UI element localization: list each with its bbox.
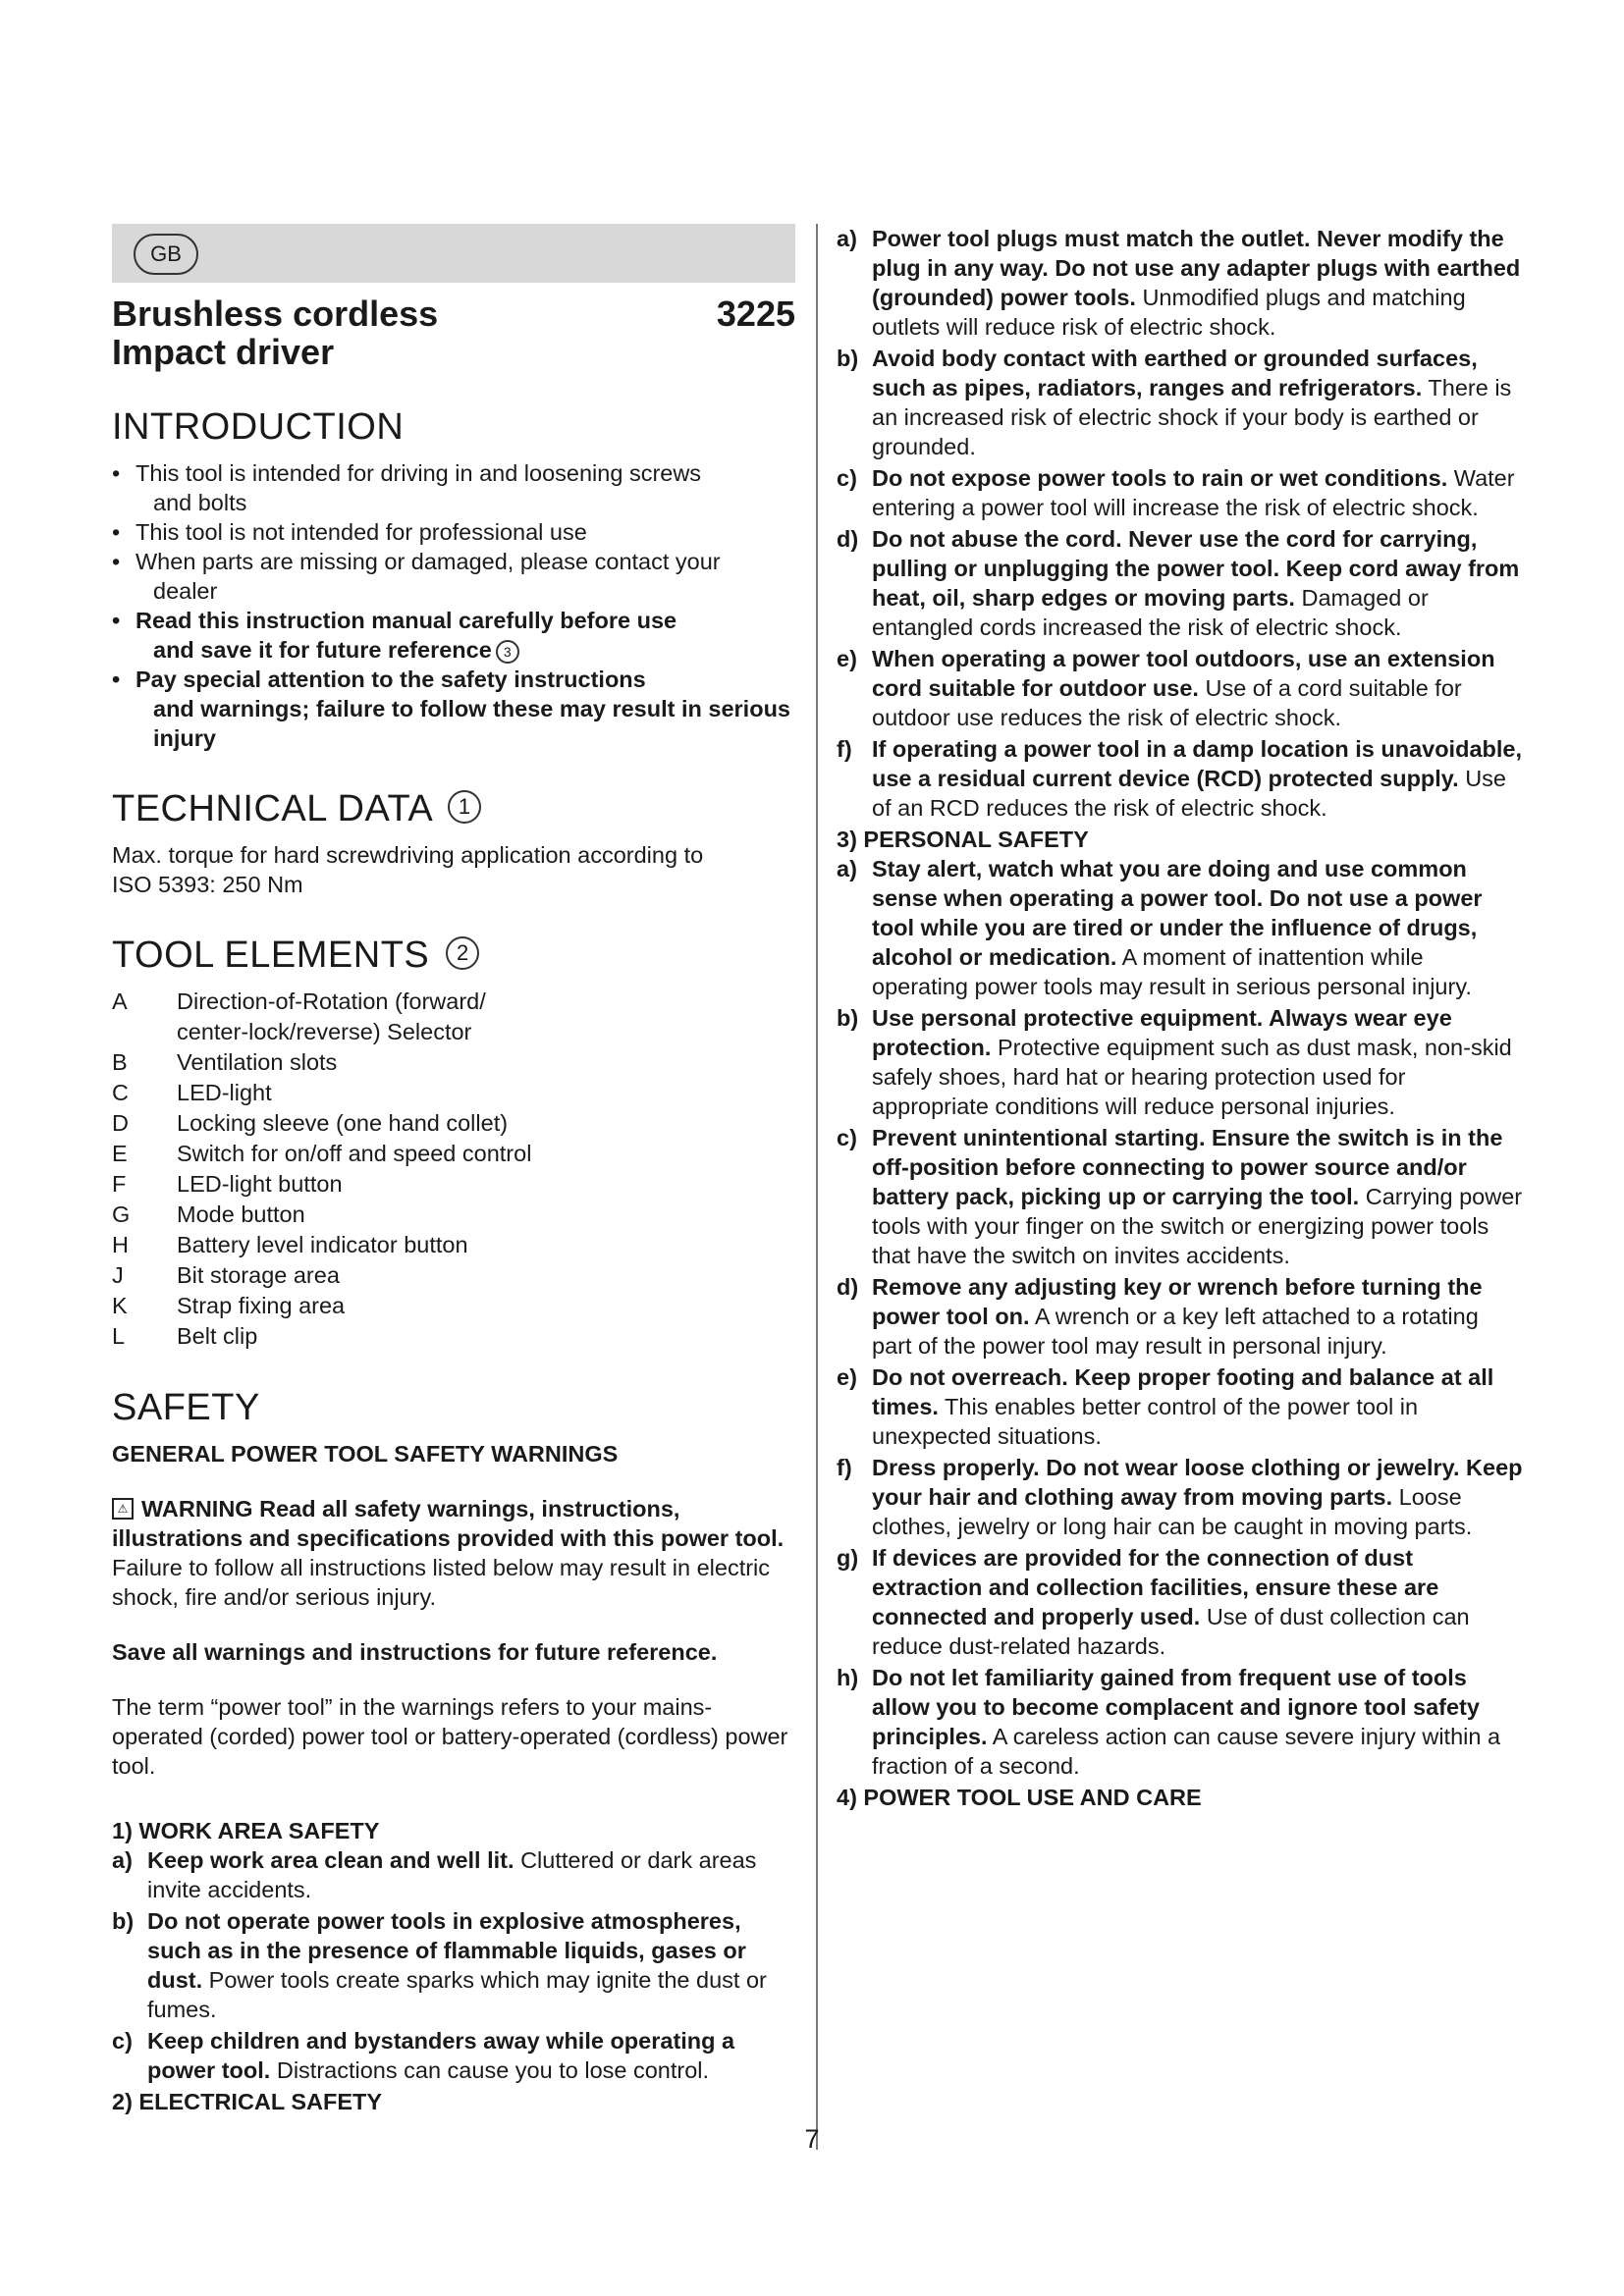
technical-data-line-2: ISO 5393: 250 Nm	[112, 872, 303, 897]
power-tool-term-note: The term “power tool” in the warnings refers to your mains-operated (corded) power tool or battery-operated (cordless) power tool.	[112, 1694, 788, 1779]
model-number: 3225	[716, 294, 795, 334]
page-number: 7	[804, 2124, 820, 2154]
list-item: f) If operating a power tool in a damp location is unavoidable, use a residual current device (RCD) protected supply. Use of an RCD reduces the risk of electric shock.	[837, 736, 1522, 821]
reference-1: 1	[448, 790, 481, 824]
intro-bullet-1: • This tool is intended for driving in and loosening screws and bolts	[112, 458, 795, 517]
element-row: K Strap fixing area	[112, 1293, 346, 1318]
list-item: e) When operating a power tool outdoors, use an extension cord suitable for outdoor use. Use of a cord suitable for outdoor use reduces the risk of electric shock.	[837, 646, 1495, 730]
personal-safety-heading: 3) PERSONAL SAFETY	[837, 827, 1089, 852]
list-item: b) Do not operate power tools in explosive atmospheres, such as in the presence of flammable liquids, gases or dust. Power tools create sparks which may ignite the dust or fumes.	[112, 1908, 767, 2022]
list-item: d) Remove any adjusting key or wrench before turning the power tool on. A wrench or a key left attached to a rotating part of the power tool may result in personal injury.	[837, 1274, 1483, 1359]
work-area-heading: 1) WORK AREA SAFETY	[112, 1818, 380, 1843]
save-instructions-note: Save all warnings and instructions for future reference.	[112, 1639, 718, 1665]
language-bar	[112, 224, 795, 283]
list-item: d) Do not abuse the cord. Never use the cord for carrying, pulling or unplugging the power tool. Keep cord away from heat, oil, sharp edges or moving parts. Damaged or entangled cords increased the risk of electric shock.	[837, 526, 1520, 640]
element-row: A Direction-of-Rotation (forward/ center-lock/reverse) Selector	[112, 988, 486, 1044]
element-row: B Ventilation slots	[112, 1049, 338, 1075]
introduction-heading: INTRODUCTION	[112, 406, 405, 448]
list-item: g) If devices are provided for the connection of dust extraction and collection facilities, ensure these are connected and properly used. Use of dust collection can reduce dust-related hazards.	[837, 1545, 1470, 1659]
language-badge: GB	[134, 234, 198, 275]
element-row: H Battery level indicator button	[112, 1232, 468, 1257]
left-column	[112, 224, 795, 2116]
electrical-safety-list	[837, 224, 1524, 823]
intro-bullet-4: • Read this instruction manual carefully before use and save it for future reference 3	[112, 606, 795, 665]
intro-bullet-2: • This tool is not intended for professional use	[112, 517, 795, 547]
element-row: E Switch for on/off and speed control	[112, 1141, 532, 1166]
technical-data-line-1: Max. torque for hard screwdriving application according to	[112, 842, 704, 868]
list-item: c) Prevent unintentional starting. Ensure the switch is in the off-position before connecting to power source and/or battery pack, picking up or carrying the tool. Carrying power tools with your finger on the switch or energizing power tools that have the switch on invites accidents.	[837, 1125, 1523, 1268]
list-item: a) Power tool plugs must match the outlet. Never modify the plug in any way. Do not use any adapter plugs with earthed (grounded) power tools. Unmodified plugs and matching outlets will reduce risk of electric shock.	[837, 226, 1521, 340]
list-item: c) Do not expose power tools to rain or wet conditions. Water entering a power tool will increase the risk of electric shock.	[837, 465, 1515, 520]
list-item: b) Use personal protective equipment. Always wear eye protection. Protective equipment such as dust mask, non-skid safely shoes, hard hat or hearing protection used for appropriate conditions will reduce personal injuries.	[837, 1005, 1512, 1119]
warning-triangle-icon: ⚠	[112, 1498, 134, 1520]
list-item: a) Keep work area clean and well lit. Cluttered or dark areas invite accidents.	[112, 1847, 757, 1902]
element-row: J Bit storage area	[112, 1262, 340, 1288]
personal-safety-list	[837, 854, 1524, 1781]
list-item: h) Do not let familiarity gained from frequent use of tools allow you to become complacent and ignore tool safety principles. A careless action can cause severe injury within a fraction of a second.	[837, 1665, 1501, 1779]
warning-paragraph: ⚠ WARNING Read all safety warnings, instructions, illustrations and specifications provided with this power tool. Failure to follow all instructions listed below may result in electric shock, fire and/or serious injury.	[112, 1496, 785, 1610]
list-item: c) Keep children and bystanders away while operating a power tool. Distractions can cause you to lose control.	[112, 2028, 735, 2083]
list-item: e) Do not overreach. Keep proper footing and balance at all times. This enables better control of the power tool in unexpected situations.	[837, 1364, 1494, 1449]
list-item: b) Avoid body contact with earthed or grounded surfaces, such as pipes, radiators, ranges and refrigerators. There is an increased risk of electric shock if your body is earthed or grounded.	[837, 346, 1512, 459]
element-row: L Belt clip	[112, 1323, 258, 1349]
column-divider	[816, 224, 818, 2150]
element-row: C LED-light	[112, 1080, 272, 1105]
element-row: D Locking sleeve (one hand collet)	[112, 1110, 509, 1136]
introduction-list	[112, 458, 795, 753]
title-line-2: Impact driver	[112, 332, 335, 372]
electrical-safety-heading: 2) ELECTRICAL SAFETY	[112, 2089, 383, 2114]
tool-elements-heading: TOOL ELEMENTS 2	[112, 934, 795, 977]
tool-elements-list	[112, 987, 531, 1352]
right-column	[837, 224, 1524, 1812]
work-area-list	[112, 1845, 795, 2085]
intro-bullet-5: • Pay special attention to the safety instructions and warnings; failure to follow these may result in serious injury	[112, 665, 795, 753]
tool-use-care-heading: 4) POWER TOOL USE AND CARE	[837, 1785, 1202, 1810]
element-row: G Mode button	[112, 1201, 305, 1227]
intro-bullet-3: • When parts are missing or damaged, please contact your dealer	[112, 547, 795, 606]
list-item: f) Dress properly. Do not wear loose clothing or jewelry. Keep your hair and clothing away from moving parts. Loose clothes, jewelry or long hair can be caught in moving parts.	[837, 1455, 1523, 1539]
technical-data-heading: TECHNICAL DATA 1	[112, 788, 795, 830]
list-item: a) Stay alert, watch what you are doing and use common sense when operating a power tool. Do not use a power tool while you are tired or under the influence of drugs, alcohol or medication. A moment of inattention while operating power tools may result in serious personal injury.	[837, 856, 1483, 999]
title-line-1: Brushless cordless	[112, 294, 439, 334]
reference-3: 3	[496, 640, 519, 664]
safety-heading: SAFETY	[112, 1387, 260, 1428]
reference-2: 2	[446, 936, 479, 970]
general-warnings-subheading: GENERAL POWER TOOL SAFETY WARNINGS	[112, 1441, 619, 1467]
product-title	[112, 294, 795, 371]
element-row: F LED-light button	[112, 1171, 343, 1197]
